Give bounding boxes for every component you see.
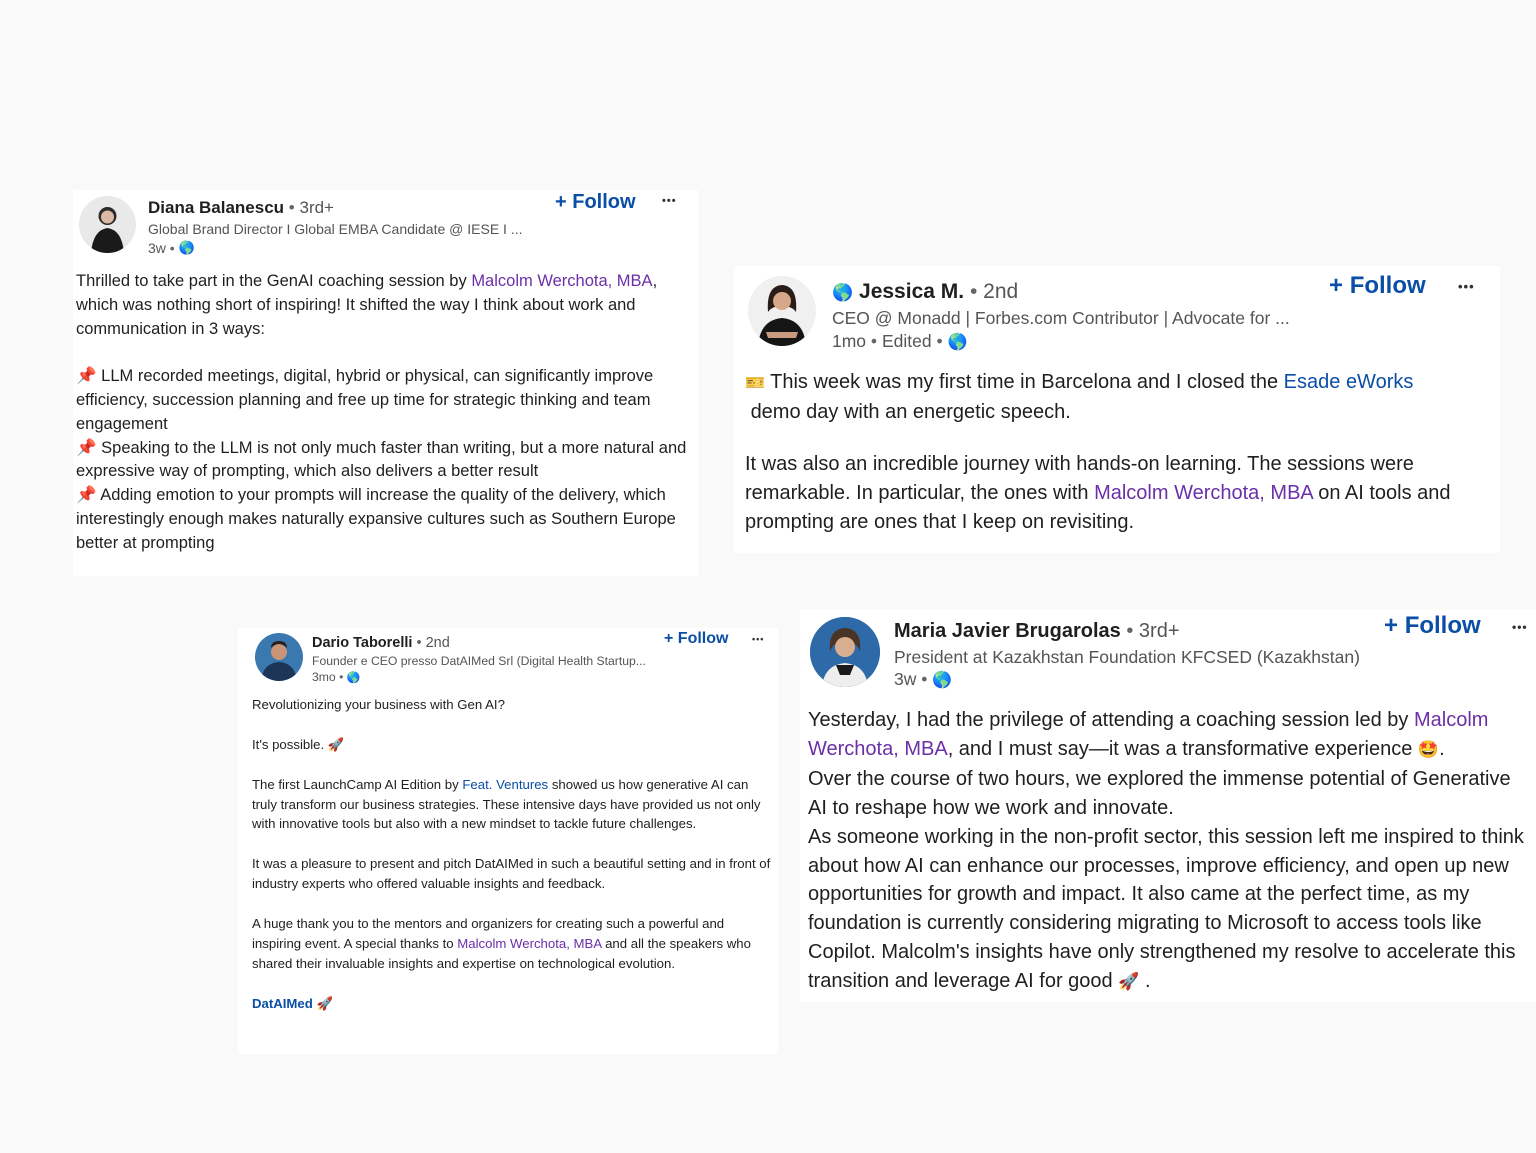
more-options-icon[interactable]: ••• — [1512, 620, 1528, 634]
connection-degree: 2nd — [983, 280, 1019, 303]
plus-icon: + — [555, 191, 567, 213]
post-card-jessica — [734, 266, 1500, 553]
rocket-icon: 🚀 — [1118, 972, 1140, 992]
starstruck-icon: 🤩 — [1417, 739, 1440, 759]
post-paragraph: The first LaunchCamp AI Edition by Feat. Ventures showed us how generative AI can truly transform our business strategies. These intensive days have provided us not only with innovative tools but also with a new mindset to tackle future challenges. — [252, 776, 761, 832]
post-paragraph: It was a pleasure to present and pitch DatAIMed in such a beautiful setting and in front of industry experts who offered valuable insights and feedback. — [252, 856, 771, 892]
list-item: 📌 Adding emotion to your prompts will increase the quality of the delivery, which interestingly enough makes naturally expansive cultures such as Southern Europe better at prompting — [76, 486, 676, 552]
post-paragraph — [252, 994, 774, 1014]
mention-link[interactable]: Malcolm Werchota, MBA — [808, 709, 1489, 760]
post-body — [76, 270, 692, 556]
author-headline: Global Brand Director I Global EMBA Candidate @ IESE I ... — [148, 221, 523, 237]
post-paragraph: Revolutionizing your business with Gen AI? — [252, 697, 505, 712]
list-item: 📌 Speaking to the LLM is not only much faster than writing, but a more natural and expressive way of prompting, which also delivers a better result — [76, 438, 687, 481]
separator-dot: • — [169, 240, 175, 256]
company-link[interactable]: Feat. Ventures — [462, 776, 549, 792]
post-paragraph: Over the course of two hours, we explored the immense potential of Generative AI to reshape how we work and innovate. — [808, 767, 1511, 819]
post-meta — [312, 670, 360, 684]
mention-link[interactable]: Malcolm Werchota, MBA — [1094, 482, 1313, 504]
separator-dot: • — [288, 198, 295, 217]
post-meta — [832, 331, 967, 352]
rocket-icon: 🚀 — [327, 736, 345, 752]
post-body — [808, 706, 1530, 997]
avatar[interactable] — [255, 633, 303, 681]
connection-degree: 3rd+ — [1138, 620, 1180, 642]
post-card-diana — [73, 190, 698, 576]
post-paragraph: 🎫 This week was my first time in Barcelona and I closed the Esade eWorks demo day with an energetic speech. — [745, 371, 1414, 423]
globe-icon: 🌎 — [178, 240, 195, 255]
post-meta — [148, 240, 195, 256]
follow-label: Follow — [677, 630, 729, 647]
mention-link[interactable]: Malcolm Werchota, MBA — [457, 935, 602, 951]
author-headline: President at Kazakhstan Foundation KFCSED (Kazakhstan) — [894, 647, 1360, 667]
author-line — [312, 635, 450, 651]
follow-button[interactable] — [664, 630, 728, 648]
plus-icon: + — [1384, 612, 1399, 639]
follow-button[interactable] — [1329, 272, 1426, 300]
plus-icon: + — [1329, 272, 1344, 299]
edited-label: Edited — [881, 331, 932, 351]
list-item: 📌 LLM recorded meetings, digital, hybrid or physical, can significantly improve efficiency, succession planning and free up time for strategic thinking and team engagement — [76, 367, 654, 433]
follow-label: Follow — [572, 191, 636, 213]
post-card-dario — [238, 628, 778, 1054]
more-options-icon[interactable]: ••• — [662, 195, 677, 207]
ticket-icon: 🎫 — [745, 375, 765, 392]
author-name[interactable]: Diana Balanescu — [148, 198, 285, 217]
separator-dot: • — [416, 635, 422, 651]
company-link[interactable]: Esade eWorks — [1283, 371, 1414, 393]
separator-dot: • — [339, 670, 344, 684]
post-paragraph: As someone working in the non-profit sector, this session left me inspired to think about how AI can enhance our processes, improve efficiency, and open up new opportunities for growth and impact. It also came at the perfect time, as my foundation is currently considering migrating to Microsoft to access tools like Copilot. Malcolm's insights have only strengthened my resolve to accelerate this transition and leverage AI for good 🚀 . — [808, 825, 1524, 993]
avatar[interactable] — [79, 196, 136, 253]
rocket-icon: 🚀 — [316, 995, 333, 1011]
post-card-maria — [800, 609, 1536, 1002]
follow-label: Follow — [1349, 272, 1426, 299]
author-headline: CEO @ Monadd | Forbes.com Contributor | Advocate for ... — [832, 308, 1290, 328]
separator-dot: • — [969, 280, 978, 303]
author-line — [832, 280, 1018, 304]
separator-dot: • — [936, 331, 943, 351]
follow-button[interactable] — [555, 191, 636, 214]
follow-button[interactable] — [1384, 612, 1481, 640]
author-name[interactable]: Dario Taborelli — [312, 635, 413, 651]
author-line — [894, 620, 1180, 643]
connection-degree: 3rd+ — [299, 198, 334, 217]
author-headline: Founder e CEO presso DatAIMed Srl (Digital Health Startup... — [312, 654, 646, 668]
post-time: 3w — [894, 669, 917, 689]
globe-icon: 🌎 — [832, 283, 854, 302]
follow-label: Follow — [1404, 612, 1481, 639]
more-options-icon[interactable]: ••• — [1458, 279, 1475, 294]
post-paragraph: Thrilled to take part in the GenAI coaching session by Malcolm Werchota, MBA, which was nothing short of inspiring! It shifted the way I think about work and communication in 3 ways: — [76, 272, 658, 338]
post-time: 1mo — [832, 331, 867, 351]
post-paragraph: It was also an incredible journey with hands-on learning. The sessions were remarkable. In particular, the ones with Malcolm Werchota, MBA on AI tools and prompting are ones that I keep on revisiting. — [745, 453, 1451, 533]
mention-link[interactable]: Malcolm Werchota, MBA — [471, 272, 653, 290]
plus-icon: + — [664, 630, 674, 647]
more-options-icon[interactable]: ••• — [752, 634, 765, 644]
pin-icon: 📌 — [76, 486, 97, 505]
globe-icon: 🌎 — [947, 333, 968, 351]
pin-icon: 📌 — [76, 367, 97, 386]
post-meta — [894, 669, 952, 690]
post-body — [252, 695, 774, 1013]
separator-dot: • — [921, 669, 928, 689]
pin-icon: 📌 — [76, 438, 97, 457]
avatar[interactable] — [748, 276, 816, 346]
company-link[interactable]: DatAIMed — [252, 995, 313, 1011]
post-paragraph: Yesterday, I had the privilege of attending a coaching session led by Malcolm Werchota, MBA, and I must say—it was a transformative experience 🤩. — [808, 709, 1489, 760]
globe-icon: 🌎 — [932, 671, 953, 689]
post-body — [745, 368, 1490, 537]
post-time: 3mo — [312, 670, 336, 684]
separator-dot: • — [870, 331, 878, 351]
globe-icon: 🌎 — [346, 671, 361, 684]
author-name[interactable]: Jessica M. — [859, 280, 965, 303]
author-line — [148, 198, 334, 218]
author-name[interactable]: Maria Javier Brugarolas — [894, 620, 1121, 642]
connection-degree: 2nd — [425, 635, 450, 651]
post-paragraph: It's possible. 🚀 — [252, 736, 345, 752]
post-time: 3w — [148, 240, 166, 256]
avatar[interactable] — [810, 617, 880, 687]
separator-dot: • — [1126, 620, 1134, 642]
post-paragraph: A huge thank you to the mentors and organizers for creating such a powerful and inspiring event. A special thanks to Malcolm Werchota, MBA and all the speakers who shared their invaluable insights and expertise on technological evolution. — [252, 915, 751, 971]
